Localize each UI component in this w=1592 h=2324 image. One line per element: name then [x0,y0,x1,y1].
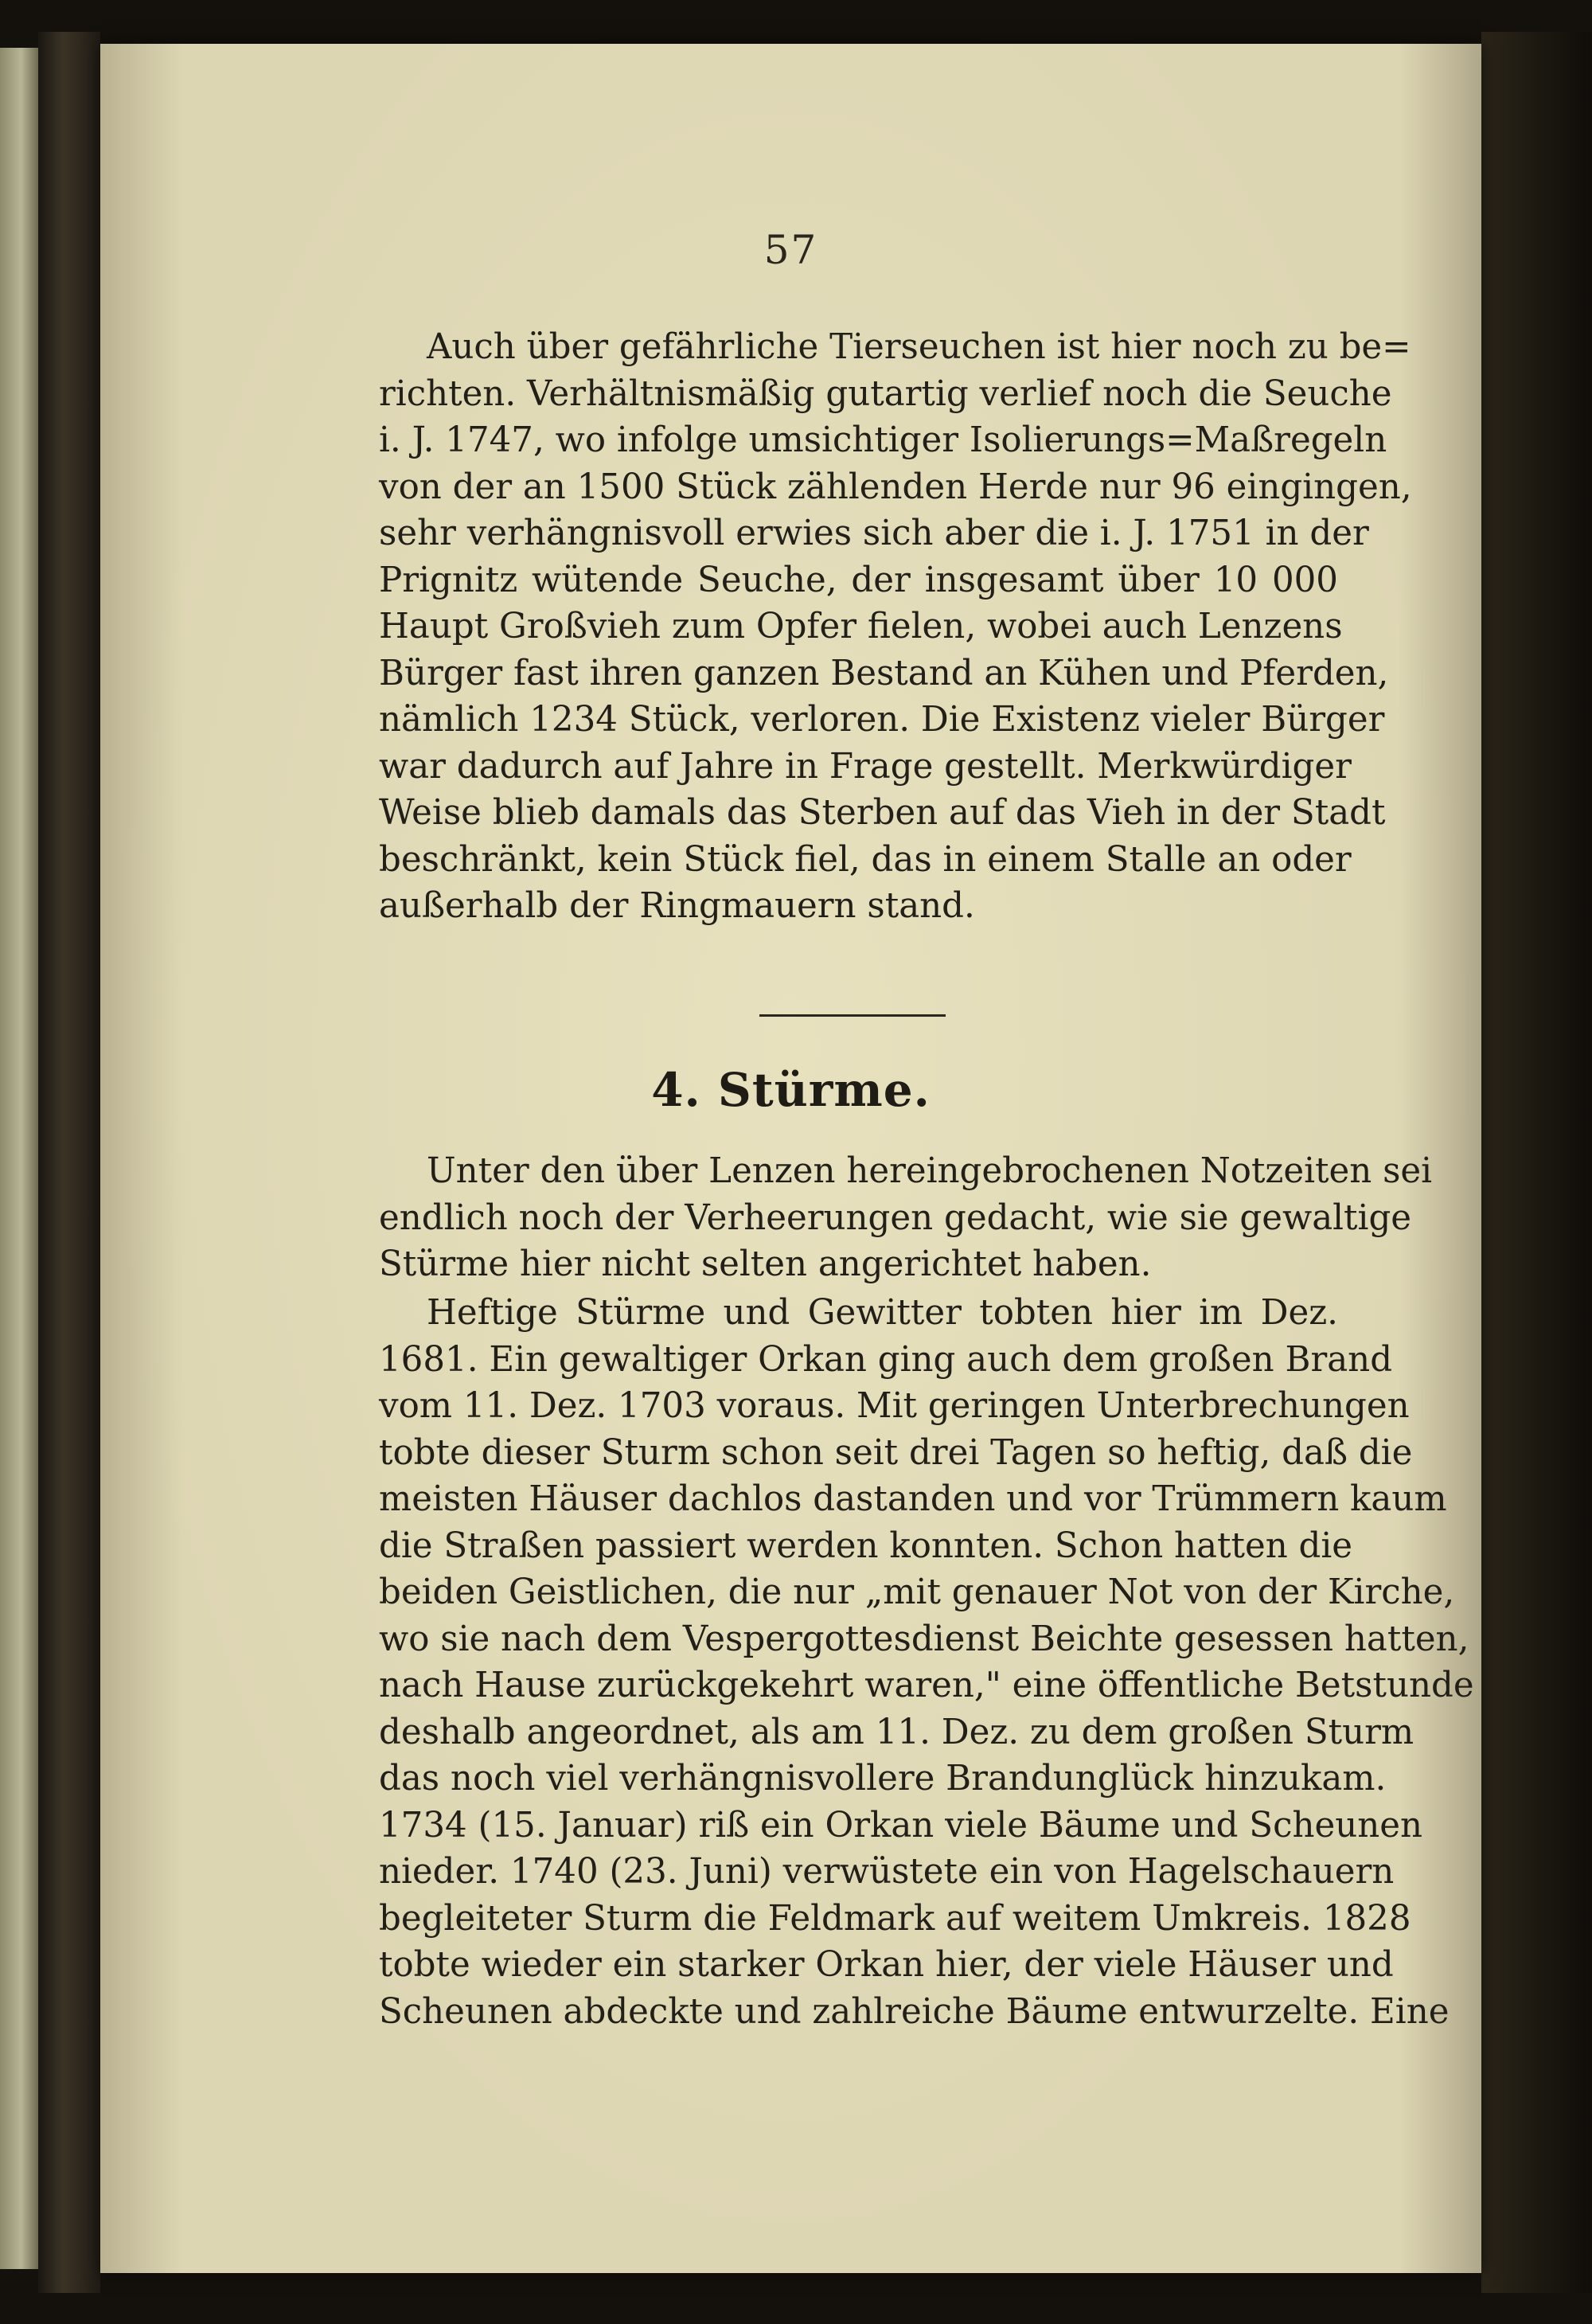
text-line: 1681. Ein gewaltiger Orkan ging auch dem großen Brand [379,1339,1393,1380]
text-line: war dadurch auf Jahre in Frage gestellt. Merkwürdiger [379,746,1352,787]
text-line: nämlich 1234 Stück, verloren. Die Existenz vieler Bürger [379,700,1385,740]
text-line: Auch über gefährliche Tierseuchen ist hier noch zu be= [427,327,1411,367]
book-binding [38,32,100,2293]
text-line: das noch viel verhängnisvollere Brandunglück hinzukam. [379,1759,1387,1799]
right-shadow-edge [1481,32,1592,2293]
text-line: begleiteter Sturm die Feldmark auf weitem Umkreis. 1828 [379,1898,1411,1939]
text-line: Haupt Großvieh zum Opfer fielen, wobei auch Lenzens [379,607,1343,646]
text-line: 1734 (15. Januar) riß ein Orkan viele Bäume und Scheunen [379,1805,1422,1846]
text-line: Prignitz wütende Seuche, der insgesamt über 10 000 [379,560,1338,600]
text-line: die Straßen passiert werden konnten. Schon hatten die [379,1525,1353,1566]
text-line: tobte dieser Sturm schon seit drei Tagen so heftig, daß die [379,1432,1413,1473]
page-number: 57 [763,227,818,273]
text-line: richten. Verhältnismäßig gutartig verlief noch die Seuche [379,373,1392,414]
section-divider [759,1014,946,1017]
text-line: Stürme hier nicht selten angerichtet haben. [379,1244,1152,1284]
book-page [100,44,1481,2273]
text-line: außerhalb der Ringmauern stand. [379,886,975,926]
text-line: wo sie nach dem Vespergottesdienst Beichte gesessen hatten, [379,1619,1469,1659]
text-line: sehr verhängnisvoll erwies sich aber die i. J. 1751 in der [379,514,1369,553]
section-heading: 4. Stürme. [651,1063,931,1117]
text-line: tobte wieder ein starker Orkan hier, der viele Häuser und [379,1945,1394,1985]
text-line: endlich noch der Verheerungen gedacht, wie sie gewaltige [379,1197,1412,1238]
text-line: beschränkt, kein Stück fiel, das in einem Stalle an oder [379,839,1352,880]
paragraph-notzeiten [379,1148,1433,1288]
text-line: Heftige Stürme und Gewitter tobten hier im Dez. [427,1293,1338,1333]
text-line: i. J. 1747, wo infolge umsichtiger Isolierungs=Maßregeln [379,420,1387,460]
text-line: nach Hause zurückgekehrt waren," eine öffentliche Betstunde [379,1666,1474,1705]
paragraph-stuerme [379,1290,1474,2035]
previous-page-edge [0,48,38,2269]
text-line: von der an 1500 Stück zählenden Herde nur 96 eingingen, [379,467,1412,507]
text-line: meisten Häuser dachlos dastanden und vor Trümmern kaum [379,1479,1447,1519]
text-line: Bürger fast ihren ganzen Bestand an Kühen und Pferden, [379,653,1389,693]
text-line: deshalb angeordnet, als am 11. Dez. zu dem großen Sturm [379,1712,1414,1752]
text-line: Scheunen abdeckte und zahlreiche Bäume entwurzelte. Eine [379,1991,1450,2032]
text-line: Weise blieb damals das Sterben auf das Vieh in der Stadt [379,793,1386,833]
text-line: nieder. 1740 (23. Juni) verwüstete ein von Hagelschauern [379,1852,1395,1892]
text-line: Unter den über Lenzen hereingebrochenen Notzeiten sei [427,1151,1433,1191]
paragraph-tierseuchen [379,324,1412,930]
text-line: vom 11. Dez. 1703 voraus. Mit geringen Unterbrechungen [379,1386,1410,1426]
text-line: beiden Geistlichen, die nur „mit genauer Not von der Kirche, [379,1572,1455,1612]
